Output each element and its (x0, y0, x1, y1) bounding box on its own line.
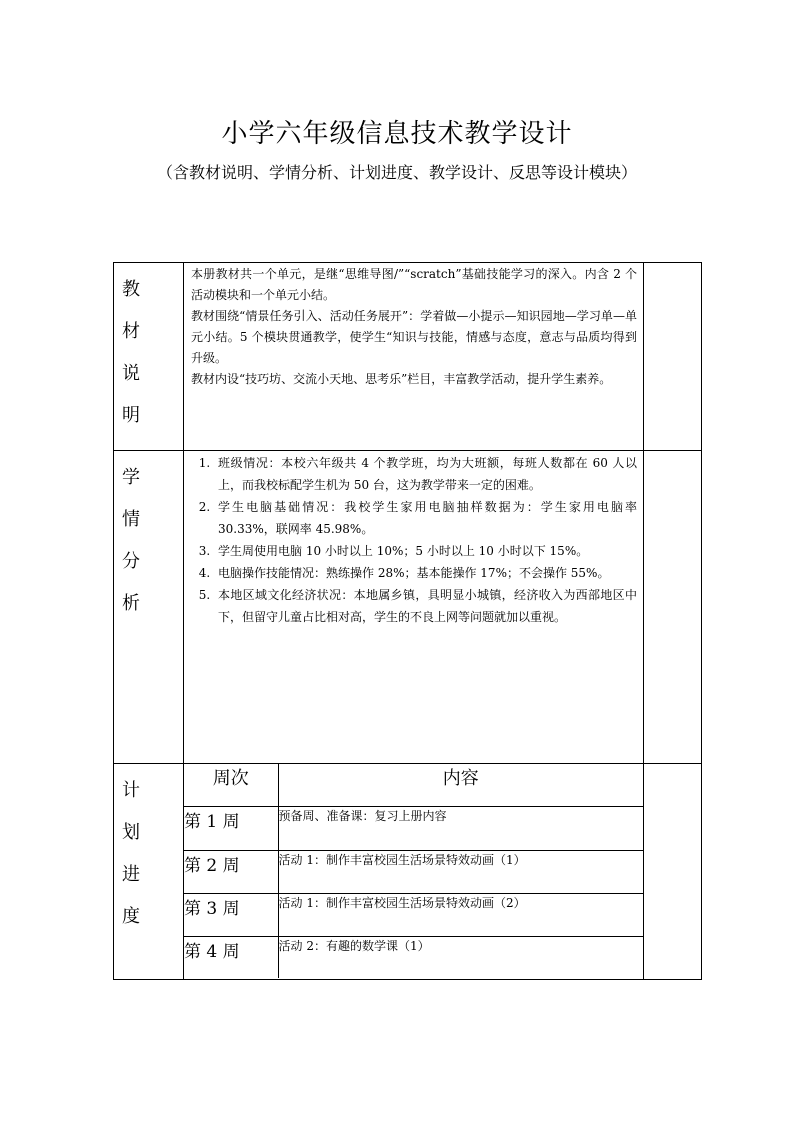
analysis-row (114, 451, 702, 764)
analysis-content-cell (184, 451, 644, 764)
week-cell: 第 4 周 (184, 936, 278, 978)
week-cell: 第 1 周 (184, 806, 278, 850)
table-row (184, 850, 643, 893)
textbook-label-cell (114, 263, 184, 451)
schedule-extra-cell (644, 764, 702, 980)
week-cell: 第 2 周 (184, 850, 278, 893)
page-subtitle: （含教材说明、学情分析、计划进度、教学设计、反思等设计模块） (156, 163, 637, 182)
table-row (184, 806, 643, 850)
content-cell: 活动 1：制作丰富校园生活场景特效动画（1） (278, 850, 643, 893)
week-header: 周次 (184, 764, 278, 806)
textbook-paragraph: 教材内设“技巧坊、交流小天地、思考乐”栏目，丰富教学活动，提升学生素养。 (191, 372, 612, 386)
list-item: 1. 班级情况：本校六年级共 4 个教学班，均为大班额，每班人数都在 60 人以上，而我校标配学生机为 50 台，这为教学带来一定的困难。 (214, 452, 637, 496)
list-item: 4. 电脑操作技能情况：熟练操作 28%；基本能操作 17%；不会操作 55%。 (214, 562, 637, 584)
textbook-content (184, 263, 643, 390)
schedule-content-cell (184, 764, 644, 980)
design-table (113, 262, 702, 980)
list-item: 5. 本地区域文化经济状况：本地属乡镇，具明显小城镇，经济收入为西部地区中下，但留守儿童占比相对高，学生的不良上网等问题就加以重视。 (214, 584, 637, 628)
analysis-list (188, 452, 637, 628)
schedule-header-row (184, 764, 643, 806)
analysis-label: 学 情 分 析 (122, 467, 140, 614)
schedule-row (114, 764, 702, 980)
table-row (184, 893, 643, 936)
textbook-extra-cell (644, 263, 702, 451)
content-cell: 预备周、准备课：复习上册内容 (278, 806, 643, 850)
table-row (184, 936, 643, 978)
list-item: 3. 学生周使用电脑 10 小时以上 10%；5 小时以上 10 小时以下 15%。 (214, 540, 637, 562)
content-header: 内容 (278, 764, 643, 806)
analysis-label-cell (114, 451, 184, 764)
week-cell: 第 3 周 (184, 893, 278, 936)
analysis-content (184, 451, 643, 628)
content-cell: 活动 2：有趣的数学课（1） (278, 938, 430, 953)
schedule-label: 计 划 进 度 (122, 780, 140, 927)
schedule-label-cell (114, 764, 184, 980)
textbook-paragraph: 本册教材共一个单元，是继“思维导图/”“scratch”基础技能学习的深入。内含 2 个活动模块和一个单元小结。 (191, 267, 637, 302)
content-cell: 活动 1：制作丰富校园生活场景特效动画（2） (278, 893, 643, 936)
textbook-content-cell (184, 263, 644, 451)
page-title: 小学六年级信息技术教学设计 (221, 119, 573, 149)
schedule-table (184, 764, 643, 978)
textbook-paragraph: 教材围绕“情景任务引入、活动任务展开”：学着做—小提示—知识园地—学习单—单元小结。5 个模块贯通教学，使学生“知识与技能，情感与态度，意志与品质均得到升级。 (191, 309, 637, 365)
list-item: 2. 学生电脑基础情况：我校学生家用电脑抽样数据为：学生家用电脑率 30.33%，联网率 45.98%。 (214, 496, 637, 540)
analysis-extra-cell (644, 451, 702, 764)
textbook-label: 教 材 说 明 (122, 279, 140, 426)
textbook-row (114, 263, 702, 451)
